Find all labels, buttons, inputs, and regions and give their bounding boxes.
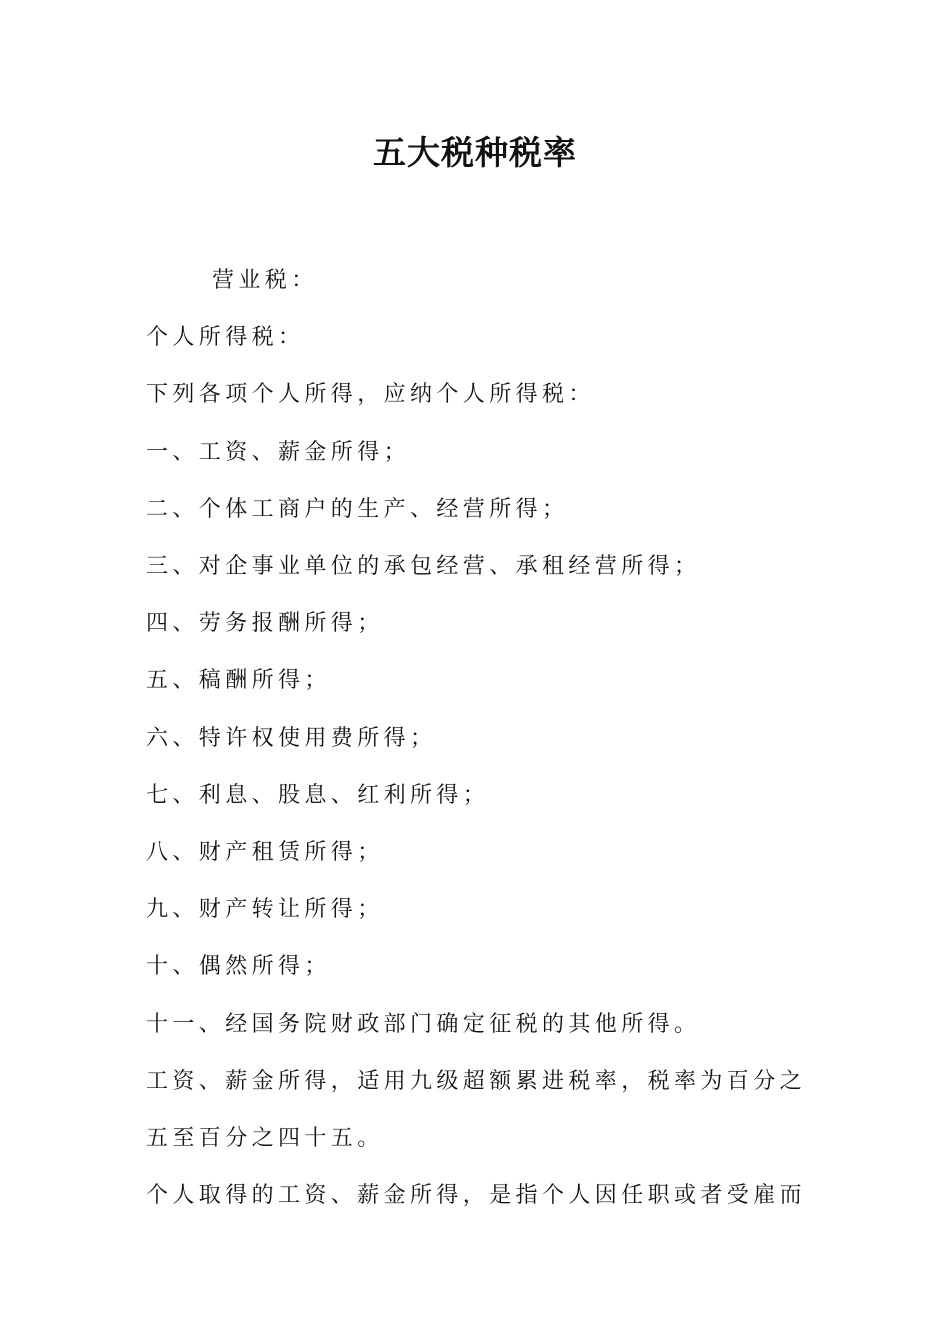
document-title: 五大税种税率 [373,133,577,172]
list-item-10: 十、偶然所得； [146,954,331,980]
list-item-9: 九、财产转让所得； [146,897,384,923]
list-item-5: 五、稿酬所得； [146,668,331,694]
list-item-8: 八、财产租赁所得； [146,840,384,866]
paragraph-personal-income-tax: 个人所得税： [146,325,305,351]
paragraph-business-tax: 营业税： [212,268,318,293]
paragraph-wage-rate-line-1: 工资、薪金所得，适用九级超额累进税率，税率为百分之 [146,1068,807,1094]
list-item-1: 一、工资、薪金所得； [146,439,411,465]
list-item-7: 七、利息、股息、红利所得； [146,782,490,808]
paragraph-taxable-items-intro: 下列各项个人所得，应纳个人所得税： [146,382,595,408]
paragraph-wage-definition: 个人取得的工资、薪金所得，是指个人因任职或者受雇而 [146,1183,807,1209]
list-item-2: 二、个体工商户的生产、经营所得； [146,496,569,522]
list-item-4: 四、劳务报酬所得； [146,611,384,637]
list-item-3: 三、对企事业单位的承包经营、承租经营所得； [146,554,701,580]
document-body [146,252,808,1224]
paragraph-wage-rate-line-2: 五至百分之四十五。 [146,1126,384,1152]
list-item-11: 十一、经国务院财政部门确定征税的其他所得。 [146,1011,701,1037]
list-item-6: 六、特许权使用费所得； [146,725,437,751]
